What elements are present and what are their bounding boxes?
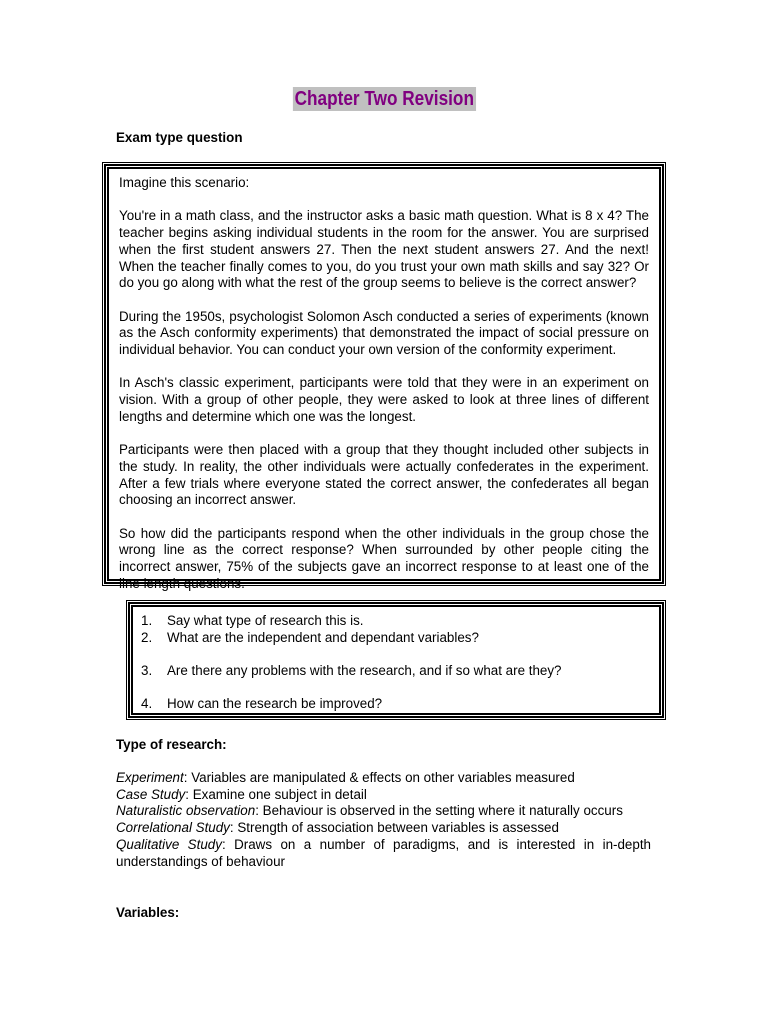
question-text: What are the independent and dependant variables?: [167, 629, 479, 645]
question-text: How can the research be improved?: [167, 696, 383, 712]
page-title: Chapter Two Revision: [294, 88, 474, 110]
question-number: 1.: [141, 613, 153, 628]
research-type-desc: Strength of association between variables is assessed: [233, 820, 559, 836]
research-types-list: [116, 770, 651, 870]
scenario-paragraph: Imagine this scenario:: [119, 175, 250, 190]
research-type-item: [116, 787, 651, 804]
research-type-term: Case Study: [116, 786, 186, 802]
research-type-colon: :: [185, 786, 189, 802]
question-text: Say what type of research this is.: [167, 613, 364, 628]
scenario-paragraph: So how did the participants respond when the other individuals in the group chose the wrong line as the correct response? When surrounded by other people citing the incorrect answer, 75% of the subjects gave an incorrect response to at least one of the line length questions.: [119, 525, 649, 591]
scenario-paragraph: Participants were then placed with a group that they thought included other subjects in the study. In reality, the other individuals were actually confederates in the experiment. After a few trials where everyone stated the correct answer, the confederates all began choosing an incorrect answer.: [119, 442, 649, 508]
question-item: [141, 663, 651, 680]
exam-type-heading: Exam type question: [116, 130, 243, 145]
questions-box: [128, 602, 664, 718]
title-wrap: [0, 87, 768, 111]
scenario-paragraph: During the 1950s, psychologist Solomon Asch conducted a series of experiments (known as the Asch conformity experiments) that demonstrated the impact of social pressure on individual behavior. You can conduct your own version of the conformity experiment.: [119, 308, 649, 357]
question-item: [141, 630, 651, 647]
research-type-item: [116, 803, 651, 820]
research-type-item: [116, 820, 651, 837]
research-type-colon: :: [221, 836, 226, 852]
questions-list: [141, 613, 651, 713]
type-of-research-heading: Type of research:: [116, 737, 227, 752]
scenario-paragraph: You're in a math class, and the instructor asks a basic math question. What is 8 x 4? The teacher begins asking individual students in the room for the answer. You are surprised when the first student answers 27. Then the next student answers 27. And the next! When the teacher finally comes to you, do you trust your own math skills and say 32? Or do you go along with what the rest of the group seems to believe is the correct answer?: [119, 208, 649, 291]
research-type-item: [116, 837, 651, 870]
research-type-term: Correlational Study: [116, 820, 230, 836]
question-number: 2.: [141, 629, 153, 645]
research-type-desc: Draws on a number of paradigms, and is interested in in-depth understandings of behaviour: [116, 836, 651, 869]
scenario-box: [104, 164, 664, 591]
research-type-colon: :: [183, 770, 188, 785]
research-type-term: Qualitative Study: [116, 836, 222, 852]
question-number: 4.: [141, 696, 153, 712]
research-type-term: Naturalistic observation: [116, 803, 256, 819]
question-text: Are there any problems with the research, and if so what are they?: [167, 663, 562, 679]
question-item: [141, 613, 651, 630]
research-type-term: Experiment: [116, 770, 184, 785]
question-number: 3.: [141, 663, 153, 679]
research-type-desc: Examine one subject in detail: [188, 786, 367, 802]
research-type-desc: Variables are manipulated & effects on other variables measured: [187, 770, 575, 785]
research-type-desc: Behaviour is observed in the setting where it naturally occurs: [258, 803, 623, 819]
research-type-colon: :: [255, 803, 259, 819]
research-type-colon: :: [229, 820, 234, 836]
question-item: [141, 696, 651, 713]
variables-heading: Variables:: [116, 905, 180, 920]
research-type-item: [116, 770, 651, 787]
scenario-paragraph: In Asch's classic experiment, participants were told that they were in an experiment on vision. With a group of other people, they were asked to look at three lines of different lengths and determine which one was the longest.: [119, 375, 649, 424]
